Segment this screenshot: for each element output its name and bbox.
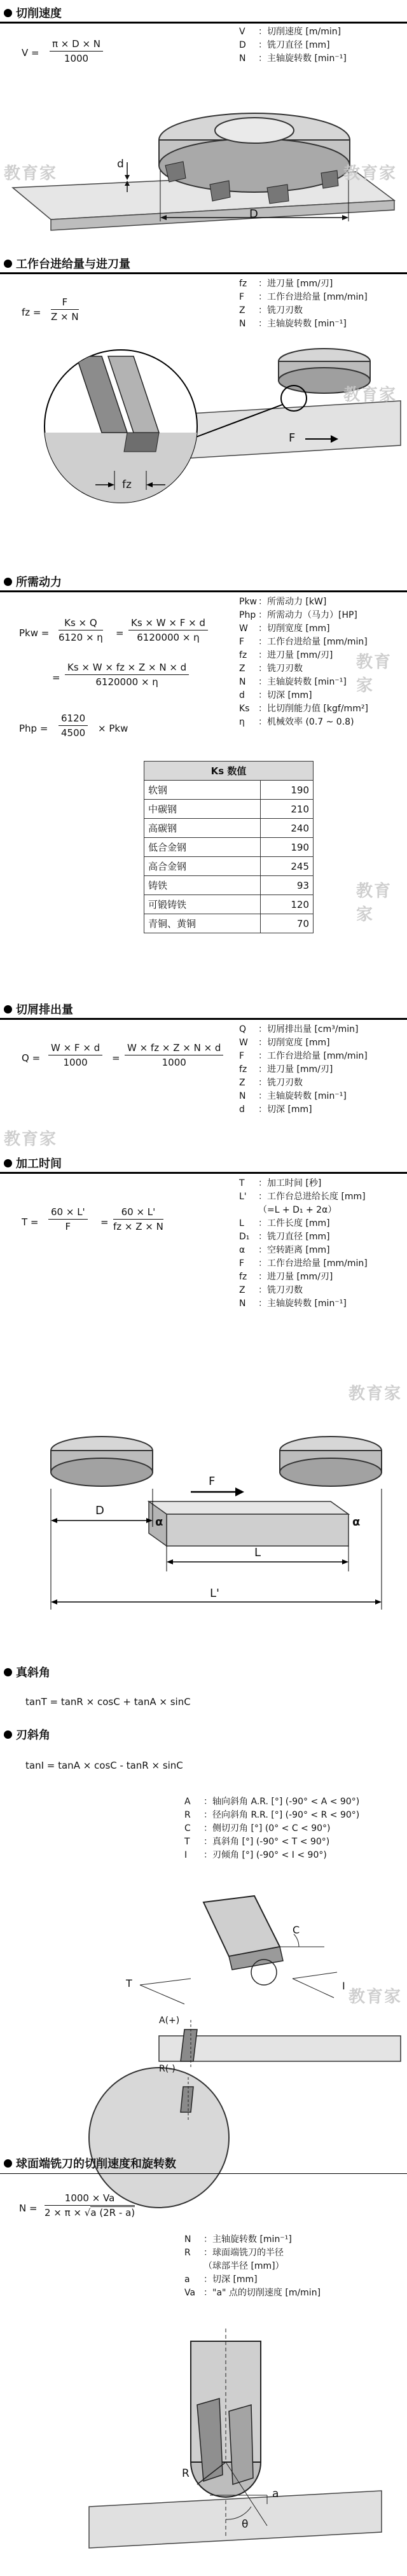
legend-desc: ：工件长度 [mm] [258, 1218, 330, 1229]
legend-row [239, 1271, 368, 1284]
label-alpha-right: α [352, 1515, 361, 1529]
section-title: 真斜角 [16, 1666, 50, 1680]
legend-desc: ：切削速度 [m/min] [258, 27, 341, 37]
legend-row [239, 277, 368, 291]
legend-desc: ：加工时间 [秒] [258, 1178, 322, 1188]
legend-symbol: d [239, 1104, 245, 1115]
formula-fraction [45, 2192, 135, 2218]
legend-row [239, 649, 368, 662]
section-header-time [4, 1154, 62, 1172]
legend-desc: ：进刀量 [mm/刃] [258, 1272, 333, 1282]
denominator [45, 2206, 135, 2218]
denominator: 1000 [162, 1057, 186, 1068]
legend-symbol: Z [239, 1285, 245, 1295]
ks-table-row [144, 914, 314, 933]
formula-inclination: tanI = tanA × cosC - tanR × sinC [25, 1760, 183, 1771]
legend-symbol: N [184, 2234, 191, 2245]
legend-symbol: V [239, 27, 245, 37]
legend-row [239, 25, 347, 39]
legend-desc: ：切深 [mm] [258, 1104, 312, 1115]
legend-row [184, 1835, 359, 1849]
legend-desc: ：工作台进给量 [mm/min] [258, 1051, 368, 1061]
legend-symbol: C [184, 1823, 191, 1834]
bullet-icon [4, 578, 12, 586]
legend-row [184, 2273, 321, 2287]
legend-symbol: N [239, 677, 246, 687]
bullet-icon [4, 2159, 12, 2168]
legend-symbol: N [239, 1091, 246, 1101]
ks-table [144, 761, 314, 933]
numerator: π × D × N [50, 38, 103, 52]
equals-sign: = [112, 1052, 120, 1064]
legend-row [184, 2260, 321, 2273]
legend-row [184, 1822, 359, 1835]
label-alpha-left: α [155, 1515, 163, 1529]
legend-symbol: I [184, 1850, 188, 1860]
legend-row [239, 1090, 368, 1103]
ks-table-row [144, 895, 314, 914]
ks-value: 93 [261, 876, 314, 895]
legend-symbol: Z [239, 664, 245, 674]
equals-sign: = [52, 672, 60, 683]
legend-time [239, 1177, 368, 1311]
section-title: 加工时间 [16, 1157, 62, 1171]
legend-desc: ：铣刀直径 [mm] [258, 1232, 330, 1242]
label-D: D [249, 207, 258, 221]
legend-desc: ：进刀量 [mm/刃] [258, 1064, 333, 1075]
label-R: R [182, 2467, 190, 2480]
legend-desc: ：工作台总进给长度 [mm] [258, 1192, 366, 1202]
legend-row [239, 1177, 368, 1190]
legend-desc: ：主轴旋转数 [min⁻¹] [258, 1091, 347, 1101]
legend-desc: ：工作台进给量 [mm/min] [258, 637, 368, 647]
legend-symbol: N [239, 319, 246, 329]
watermark: 教育家 [343, 164, 397, 183]
legend-symbol: D [239, 40, 246, 50]
formula-lhs: N = [19, 2203, 38, 2214]
label-d: d [117, 158, 124, 171]
ks-material: 软钢 [144, 781, 261, 800]
ks-material: 中碳钢 [144, 800, 261, 819]
legend-row [239, 52, 347, 66]
watermark: 教育家 [348, 1988, 403, 2007]
legend-desc: ：机械效率 (0.7 ~ 0.8) [258, 717, 354, 727]
legend-symbol: η [239, 717, 245, 727]
legend-row [239, 1284, 368, 1297]
ks-material: 低合金钢 [144, 838, 261, 857]
legend-desc: ：进刀量 [mm/刃] [258, 650, 333, 660]
numerator: 6120 [59, 713, 88, 726]
section-header-power [4, 573, 62, 590]
legend-desc: ：工作台进给量 [mm/min] [258, 292, 368, 302]
label-D: D [95, 1504, 104, 1517]
denominator-radicand: a (2R - a) [90, 2207, 135, 2218]
legend-symbol [239, 1204, 258, 1217]
denominator: 1000 [64, 53, 89, 64]
ks-table-row [144, 800, 314, 819]
legend-desc: ：主轴旋转数 [min⁻¹] [258, 319, 347, 329]
section-divider [0, 1018, 407, 1020]
legend-desc: ：切深 [mm] [258, 690, 312, 700]
legend-desc: ：主轴旋转数 [min⁻¹] [204, 2234, 292, 2245]
formula-true-rake: tanT = tanR × cosC + tanA × sinC [25, 1696, 191, 1708]
formula-lhs: Q = [22, 1052, 41, 1064]
ks-table-header: Ks 数值 [144, 762, 314, 781]
legend-row [239, 1257, 368, 1271]
legend-row [239, 689, 368, 702]
formula-lhs: Pkw = [19, 627, 50, 639]
legend-row [239, 636, 368, 649]
legend-symbol: Q [239, 1024, 247, 1034]
legend-row [184, 2246, 321, 2260]
numerator: Ks × Q [59, 617, 103, 630]
legend-desc: ："a" 点的切削速度 [m/min] [204, 2288, 321, 2298]
formula-tail: × Pkw [98, 723, 128, 734]
legend-symbol: R [184, 2248, 191, 2258]
legend-symbol: Php [239, 610, 256, 620]
numerator: W × fz × Z × N × d [125, 1042, 223, 1055]
label-F: F [289, 431, 296, 445]
bullet-icon [4, 1668, 12, 1676]
watermark: 教育家 [356, 882, 392, 924]
label-fz: fz [122, 478, 132, 491]
denominator: 6120000 × η [95, 676, 158, 688]
legend-symbol: A [184, 1797, 191, 1807]
section-divider [0, 1172, 407, 1174]
section-header-feed [4, 254, 130, 272]
denominator: 1000 [63, 1057, 88, 1068]
denominator: 4500 [61, 727, 86, 739]
sqrt-icon: √ [84, 2207, 91, 2218]
denominator: 6120000 × η [137, 632, 200, 643]
section-title: 刃斜角 [16, 1729, 50, 1742]
legend-row [184, 2233, 321, 2246]
bullet-icon [4, 1159, 12, 1167]
ks-value: 210 [261, 800, 314, 819]
legend-row [184, 1809, 359, 1822]
formula-fraction [59, 617, 103, 643]
legend-row [239, 662, 368, 676]
numerator: Ks × W × F × d [128, 617, 208, 630]
watermark: 教育家 [4, 164, 58, 183]
legend-desc: ：铣刀刃数 [258, 1285, 303, 1295]
legend-row [184, 1849, 359, 1862]
legend-row [184, 2287, 321, 2300]
legend-symbol: fz [239, 650, 247, 660]
formula-fraction [113, 1206, 163, 1232]
section-title: 切削速度 [16, 7, 62, 20]
legend-symbol: D₁ [239, 1232, 250, 1242]
legend-desc: ：主轴旋转数 [min⁻¹] [258, 677, 347, 687]
ks-material: 青铜、黄铜 [144, 914, 261, 933]
legend-ball [184, 2233, 321, 2300]
legend-desc: ：工作台进给量 [mm/min] [258, 1258, 368, 1269]
ks-table-row [144, 857, 314, 876]
ks-value: 190 [261, 838, 314, 857]
equals-sign: = [116, 627, 124, 639]
legend-inclination [184, 1795, 359, 1862]
section-header-chip [4, 1000, 73, 1018]
ks-value: 245 [261, 857, 314, 876]
legend-symbol: N [239, 1298, 246, 1309]
legend-desc: ：切削宽度 [mm] [258, 1038, 330, 1048]
denominator: F [65, 1221, 71, 1232]
ks-value: 70 [261, 914, 314, 933]
label-L-prime: L' [210, 1587, 219, 1600]
rake-angle-diagram [0, 1877, 407, 2138]
legend-row [239, 1217, 368, 1230]
section-title: 球面端铣刀的切削速度和旋转数 [16, 2157, 176, 2171]
label-F: F [209, 1475, 216, 1488]
legend-row [239, 1204, 368, 1217]
bullet-icon [4, 9, 12, 17]
ks-table-row [144, 819, 314, 838]
ball-end-mill-diagram [0, 2329, 407, 2558]
ks-material: 可锻铸铁 [144, 895, 261, 914]
legend-symbol: fz [239, 279, 247, 289]
legend-desc: ：侧切刃角 [°] (0° < C < 90°) [204, 1823, 331, 1834]
legend-symbol: fz [239, 1272, 247, 1282]
legend-row [239, 1103, 368, 1117]
denominator-part: 2 × π × [45, 2207, 82, 2218]
legend-row [239, 702, 368, 716]
legend-desc: ：铣刀刃数 [258, 664, 303, 674]
legend-desc: ：比切削能力值 [kgf/mm²] [258, 704, 368, 714]
legend-desc: ：铣刀刃数 [258, 305, 303, 316]
watermark: 教育家 [4, 1130, 58, 1149]
section-divider [0, 272, 407, 274]
formula-fraction [125, 1042, 223, 1068]
legend-row [239, 1023, 368, 1036]
legend-symbol: d [239, 690, 245, 700]
numerator: 60 × L' [113, 1206, 163, 1220]
legend-desc: ：铣刀刃数 [258, 1078, 303, 1088]
legend-symbol: L' [239, 1192, 247, 1202]
legend-symbol: F [239, 1258, 245, 1269]
legend-row [239, 622, 368, 636]
legend-row [239, 1244, 368, 1257]
legend-row [239, 291, 368, 304]
legend-feed [239, 277, 368, 331]
label-T: T [126, 1977, 132, 1989]
ks-table-row [144, 838, 314, 857]
legend-symbol [184, 2260, 204, 2273]
legend-symbol: T [184, 1837, 190, 1847]
denominator: Z × N [51, 311, 79, 323]
legend-cutting-speed [239, 25, 347, 66]
section-title: 所需动力 [16, 576, 62, 589]
legend-symbol: Ks [239, 704, 250, 714]
numerator: F [51, 296, 79, 310]
label-R-minus: R(-) [159, 2064, 176, 2074]
legend-desc: ：刃倾角 [°] (-90° < I < 90°) [204, 1850, 327, 1860]
legend-symbol: a [184, 2274, 190, 2285]
legend-desc: ：真斜角 [°] (-90° < T < 90°) [204, 1837, 330, 1847]
legend-row [239, 1297, 368, 1311]
section-header-ball [4, 2154, 176, 2172]
label-A-plus: A(+) [159, 2016, 180, 2026]
legend-symbol: F [239, 1051, 245, 1061]
legend-chip [239, 1023, 368, 1117]
bullet-icon [4, 1005, 12, 1013]
label-a: a [272, 2488, 279, 2500]
section-header-cutting-speed [4, 4, 62, 22]
legend-desc: ：切深 [mm] [204, 2274, 258, 2285]
legend-symbol: α [239, 1245, 245, 1255]
label-theta: θ [242, 2518, 249, 2531]
numerator: 60 × L' [48, 1206, 88, 1220]
legend-desc: （=L + D₁ + 2α） [258, 1205, 337, 1215]
numerator: 1000 × Va [45, 2192, 135, 2206]
ks-material: 铸铁 [144, 876, 261, 895]
legend-row [239, 1076, 368, 1090]
legend-symbol: Z [239, 1078, 245, 1088]
section-title: 工作台进给量与进刀量 [16, 258, 130, 271]
watermark: 教育家 [348, 1384, 403, 1403]
formula-fraction [59, 713, 88, 739]
legend-symbol: L [239, 1218, 244, 1229]
formula-lhs: Php = [19, 723, 48, 734]
machining-time-diagram [0, 1425, 407, 1641]
formula-fraction [51, 296, 79, 323]
section-divider [0, 22, 407, 24]
legend-desc: ：所需动力（马力）[HP] [258, 610, 357, 620]
legend-desc: ：主轴旋转数 [min⁻¹] [258, 1298, 347, 1309]
ks-table-row [144, 781, 314, 800]
ks-table-row [144, 876, 314, 895]
legend-desc: ：轴向斜角 A.R. [°] (-90° < A < 90°) [204, 1797, 360, 1807]
legend-desc: ：铣刀直径 [mm] [258, 40, 330, 50]
formula-fraction [65, 662, 189, 688]
formula-lhs: V = [22, 47, 39, 59]
formula-fraction [128, 617, 208, 643]
numerator: Ks × W × fz × Z × N × d [65, 662, 189, 675]
legend-desc: ：球面端铣刀的半径 [204, 2248, 284, 2258]
label-L: L [254, 1546, 261, 1559]
legend-symbol: N [239, 53, 246, 64]
formula-fraction [50, 38, 103, 64]
denominator: fz × Z × N [113, 1221, 163, 1232]
legend-symbol: F [239, 637, 245, 647]
formula-lhs: fz = [22, 307, 41, 318]
legend-symbol: W [239, 623, 248, 634]
legend-row [239, 716, 368, 729]
legend-symbol: Va [184, 2288, 196, 2298]
watermark: 教育家 [356, 653, 392, 695]
legend-row [239, 595, 368, 609]
section-divider [0, 590, 407, 592]
legend-row [239, 304, 368, 317]
legend-desc: ：切屑排出量 [cm³/min] [258, 1024, 359, 1034]
legend-desc: ：所需动力 [kW] [258, 597, 327, 607]
legend-row [239, 1050, 368, 1063]
legend-desc: ：切削宽度 [mm] [258, 623, 330, 634]
legend-desc: ：主轴旋转数 [min⁻¹] [258, 53, 347, 64]
legend-row [239, 317, 368, 331]
legend-row [239, 1230, 368, 1244]
legend-desc: ：进刀量 [mm/刃] [258, 279, 333, 289]
legend-row [239, 609, 368, 622]
watermark: 教育家 [343, 386, 397, 405]
ks-material: 高合金钢 [144, 857, 261, 876]
legend-row [239, 39, 347, 52]
section-header-inclination [4, 1725, 50, 1743]
legend-row [184, 1795, 359, 1809]
bullet-icon [4, 1730, 12, 1739]
section-title: 切屑排出量 [16, 1003, 73, 1017]
formula-lhs: T = [22, 1216, 39, 1228]
legend-symbol: Pkw [239, 597, 257, 607]
legend-desc: ：空转距离 [mm] [258, 1245, 330, 1255]
legend-symbol: R [184, 1810, 191, 1820]
legend-symbol: Z [239, 305, 245, 316]
legend-desc: （球部半径 [mm]） [204, 2261, 284, 2271]
legend-row [239, 676, 368, 689]
numerator: W × F × d [48, 1042, 102, 1055]
section-divider [0, 2173, 407, 2174]
ks-material: 高碳钢 [144, 819, 261, 838]
feed-diagram [0, 344, 407, 509]
label-I: I [342, 1980, 345, 1992]
denominator: 6120 × η [59, 632, 103, 643]
formula-fraction [48, 1042, 102, 1068]
equals-sign: = [100, 1216, 109, 1228]
legend-symbol: fz [239, 1064, 247, 1075]
ks-value: 190 [261, 781, 314, 800]
section-header-true-rake [4, 1663, 50, 1681]
legend-power [239, 595, 368, 729]
bullet-icon [4, 260, 12, 268]
legend-row [239, 1190, 368, 1204]
legend-row [239, 1063, 368, 1076]
ks-value: 240 [261, 819, 314, 838]
ks-value: 120 [261, 895, 314, 914]
legend-symbol: T [239, 1178, 245, 1188]
legend-symbol: F [239, 292, 245, 302]
legend-row [239, 1036, 368, 1050]
legend-symbol: W [239, 1038, 248, 1048]
label-C: C [293, 1924, 300, 1936]
formula-fraction [48, 1206, 88, 1232]
legend-desc: ：径向斜角 R.R. [°] (-90° < R < 90°) [204, 1810, 360, 1820]
